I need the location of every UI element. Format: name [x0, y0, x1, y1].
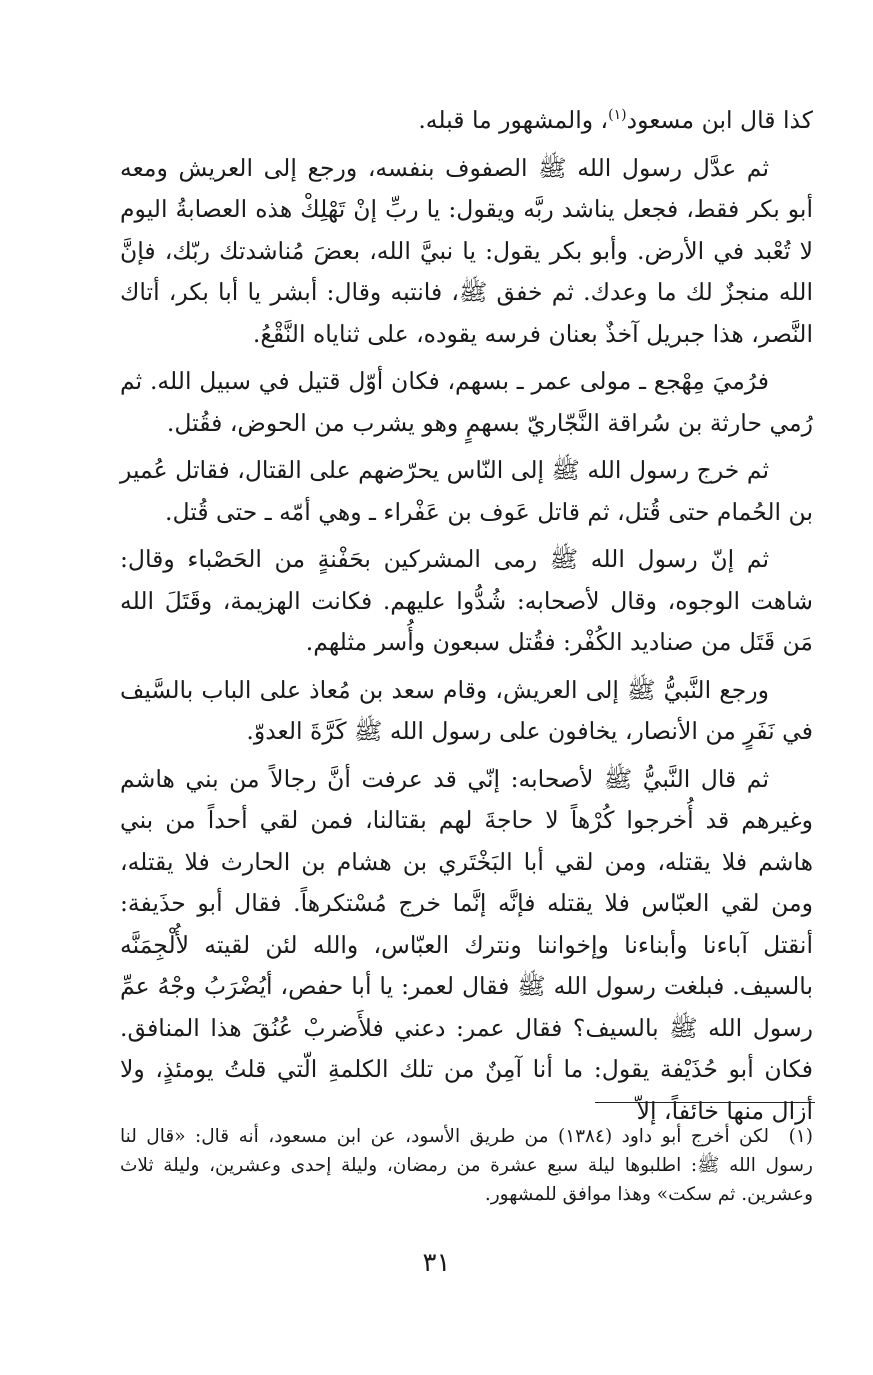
paragraph-6: ورجع النَّبيُّ ﷺ إلى العريش، وقام سعد بن مُعاذ على الباب بالسَّيف في نَفَرٍ من الأنصار، يخافون على رسول الله ﷺ كَرَّةَ العدوّ. — [120, 675, 813, 745]
paragraph-1 — [120, 100, 813, 142]
paragraph-1-continuation: ، والمشهور ما قبله. — [418, 106, 609, 134]
footnote-number: (١) — [788, 1126, 813, 1147]
paragraph-3: فرُميَ مِهْجع ـ مولى عمر ـ بسهم، فكان أوّل قتيل في سبيل الله. ثم رُمي حارثة بن سُراقة النَّجّاريّ بسهمٍ وهو يشرب من الحوض، فقُتل. — [120, 367, 813, 437]
page-number: ٣١ — [422, 1248, 451, 1278]
paragraph-5: ثم إنّ رسول الله ﷺ رمى المشركين بحَفْنةٍ من الحَصْباء وقال: شاهت الوجوه، وقال لأصحابه: شُدُّوا عليهم. فكانت الهزيمة، وقَتَلَ الله مَن قَتَل من صناديد الكُفْر: فقُتل سبعون وأُسر مثلهم. — [120, 545, 813, 656]
footnote-divider — [595, 1102, 815, 1103]
footnote-1 — [120, 1122, 813, 1209]
paragraph-4: ثم خرج رسول الله ﷺ إلى النّاس يحرّضهم على القتال، فقاتل عُمير بن الحُمام حتى قُتل، ثم قاتل عَوف بن عَفْراء ـ وهي أمّه ـ حتى قُتل. — [120, 456, 813, 526]
paragraph-2: ثم عدَّل رسول الله ﷺ الصفوف بنفسه، ورجع إلى العريش ومعه أبو بكر فقط، فجعل يناشد ربَّه ويقول: يا ربِّ إنْ تَهْلِكْ هذه العصابةُ اليوم لا تُعْبد في الأرض. وأبو بكر يقول: يا نبيَّ الله، بعضَ مُناشدتك ربّك، فإنَّ الله منجزٌ لك ما وعدك. ثم خفق ﷺ، فانتبه وقال: أبشر يا أبا بكر، أتاك النَّصر، هذا جبريل آخذٌ بعنان فرسه يقوده، على ثناياه النَّقْعُ. — [120, 153, 813, 348]
paragraph-7: ثم قال النَّبيُّ ﷺ لأصحابه: إنّي قد عرفت أنَّ رجالاً من بني هاشم وغيرهم قد أُخرجوا كُرْهاً لا حاجةَ لهم بقتالنا، فمن لقي أحداً من بني هاشم فلا يقتله، ومن لقي أبا البَخْتَري بن هشام بن الحارث فلا يقتله، ومن لقي العبّاس فلا يقتله فإنَّه إنَّما خرج مُسْتكرهاً. فقال أبو حذَيفة: أنقتل آباءنا وأبناءنا وإخواننا ونترك العبّاس، والله لئن لقيته لأُلْجِمَنَّه بالسيف. فبلغت رسول الله ﷺ فقال لعمر: يا أبا حفص، أيُضْرَبُ وجْهُ عمِّ رسول الله ﷺ بالسيف؟ فقال عمر: دعني فلأَضربْ عُنُقَ هذا المنافق. فكان أبو حُذَيْفة يقول: ما أنا آمِنٌ من تلك الكلمةِ الّتي قلتُ يومئذٍ، ولا أزال منها خائفاً، إلاّ — [120, 764, 813, 1125]
main-text-body — [120, 100, 813, 1132]
footnote-reference: (١) — [608, 107, 627, 124]
footnote-text: لكن أخرج أبو داود (١٣٨٤) من طريق الأسود، عن ابن مسعود، أنه قال: «قال لنا رسول الله ﷺ: اطلبوها ليلة سبع عشرة من رمضان، وليلة إحدى وعشرين، وليلة ثلاث وعشرين. ثم سكت» وهذا موافق للمشهور. — [120, 1126, 813, 1205]
footnotes-section — [120, 1122, 813, 1209]
paragraph-1-text: كذا قال ابن مسعود — [626, 106, 813, 134]
